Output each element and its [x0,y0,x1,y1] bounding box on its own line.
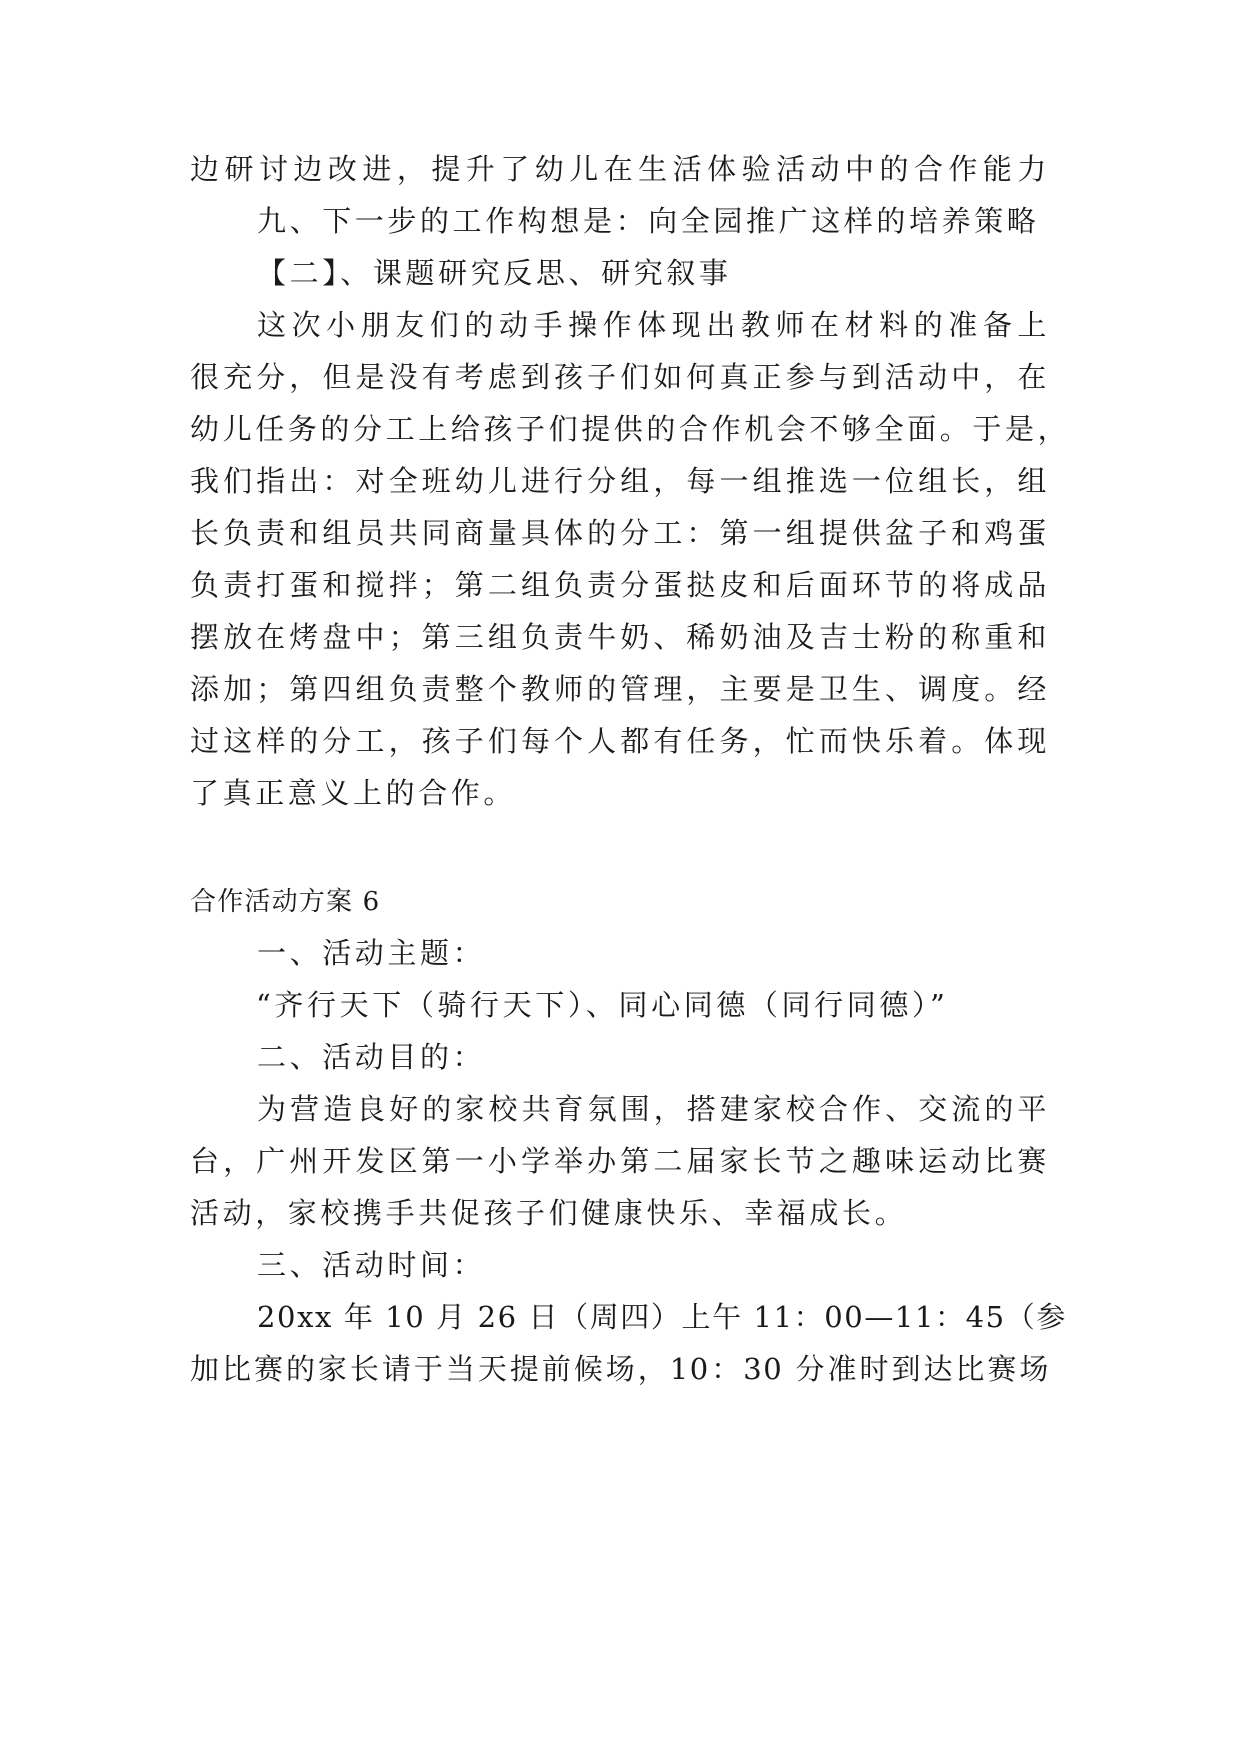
paragraph-line: 很充分，但是没有考虑到孩子们如何真正参与到活动中，在 [190,360,1050,394]
paragraph-line: 为营造良好的家校共育氛围，搭建家校合作、交流的平 [257,1092,1050,1126]
paragraph-line: 负责打蛋和搅拌；第二组负责分蛋挞皮和后面环节的将成品 [190,568,1050,602]
document-title: 合作活动方案 6 [190,887,381,917]
paragraph-line: 活动，家校携手共促孩子们健康快乐、幸福成长。 [190,1196,908,1230]
paragraph-line: 我们指出：对全班幼儿进行分组，每一组推选一位组长，组 [190,464,1050,498]
paragraph-line: 添加；第四组负责整个教师的管理，主要是卫生、调度。经 [190,672,1050,706]
paragraph-line: 20xx 年 10 月 26 日（周四）上午 11：00—11：45（参 [257,1300,1067,1334]
section-heading: 二、活动目的： [257,1040,486,1074]
paragraph-line: 台，广州开发区第一小学举办第二届家长节之趣味运动比赛 [190,1144,1050,1178]
paragraph-line: 幼儿任务的分工上给孩子们提供的合作机会不够全面。于是， [190,412,1071,446]
activity-theme: “齐行天下（骑行天下）、同心同德（同行同德）” [256,988,949,1022]
paragraph-line: 这次小朋友们的动手操作体现出教师在材料的准备上 [257,308,1050,342]
section-heading: 九、下一步的工作构想是：向全园推广这样的培养策略 [257,204,1040,238]
paragraph-line: 过这样的分工，孩子们每个人都有任务，忙而快乐着。体现 [190,724,1050,758]
section-heading: 一、活动主题： [257,936,486,970]
paragraph-line: 了真正意义上的合作。 [190,776,517,810]
paragraph-line: 边研讨边改进，提升了幼儿在生活体验活动中的合作能力 [190,152,1050,186]
paragraph-line: 长负责和组员共同商量具体的分工：第一组提供盆子和鸡蛋 [190,516,1050,550]
paragraph-line: 加比赛的家长请于当天提前候场，10：30 分准时到达比赛场 [190,1352,1050,1386]
section-heading: 【二】、课题研究反思、研究叙事 [257,256,732,290]
section-heading: 三、活动时间： [257,1248,486,1282]
paragraph-line: 摆放在烤盘中；第三组负责牛奶、稀奶油及吉士粉的称重和 [190,620,1050,654]
